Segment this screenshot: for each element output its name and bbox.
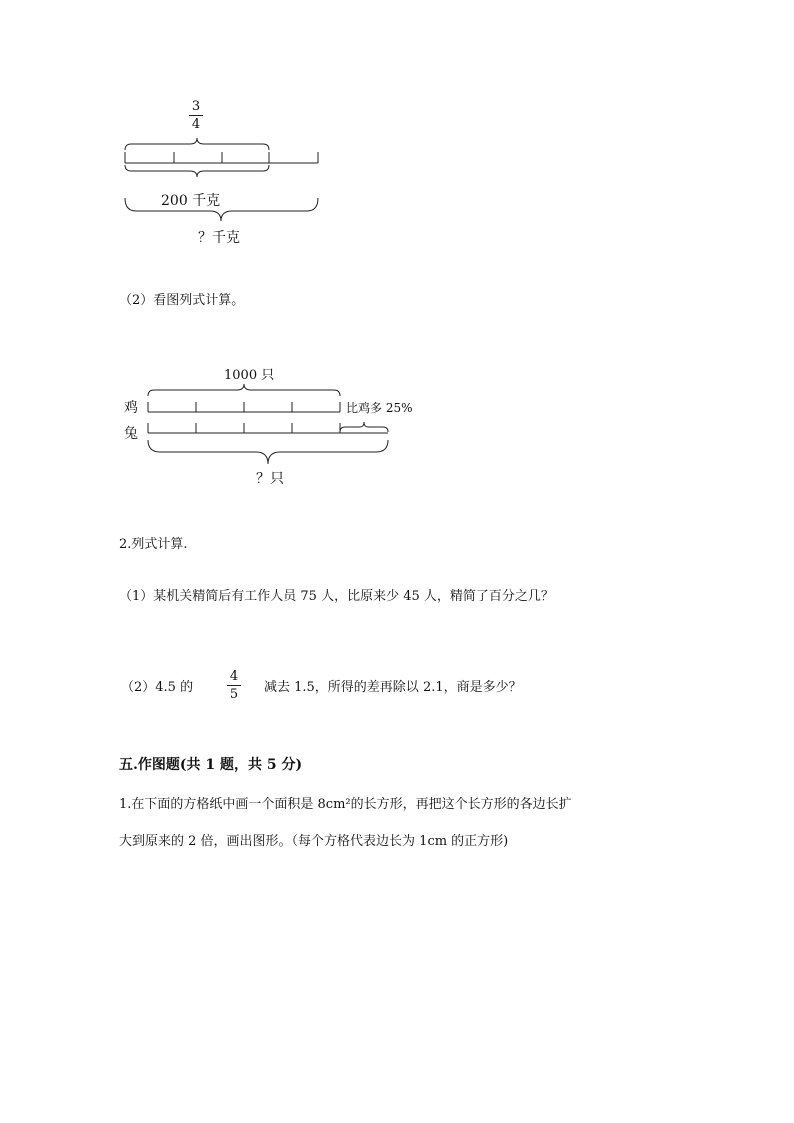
question-1-2: （2）看图列式计算。 <box>119 293 245 308</box>
diagram2-extra-label: 比鸡多 25% <box>346 401 413 415</box>
row-label-chicken: 鸡 <box>124 400 138 416</box>
diagram2-bottom-label: ？只 <box>256 471 284 487</box>
diagram1-bottom-label: 200 千克 <box>161 193 221 209</box>
section-5-question-1-line-1: 1.在下面的方格纸中画一个面积是 8cm²的长方形，再把这个长方形的各边长扩 <box>119 797 572 812</box>
fraction-numerator: 3 <box>191 99 201 114</box>
section-2-question-1: （1）某机关精简后有工作人员 75 人，比原来少 45 人，精简了百分之几？ <box>119 589 554 604</box>
section-2-question-2-prefix: （2）4.5 的 <box>121 680 194 695</box>
fraction-numerator: 4 <box>229 669 239 684</box>
fraction-denominator: 4 <box>191 117 201 132</box>
fraction-four-fifths <box>227 669 241 702</box>
fraction-bar <box>227 685 241 686</box>
fraction-denominator: 5 <box>229 687 239 702</box>
segment-diagram-2 <box>0 0 794 500</box>
row-label-rabbit: 兔 <box>124 426 138 442</box>
rabbit-bottom-brace <box>148 440 388 464</box>
section-5-title: 五.作图题(共 1 题，共 5 分) <box>119 757 303 773</box>
diagram2-top-label: 1000 只 <box>224 368 275 383</box>
diagram1-outer-label: ？千克 <box>198 230 240 246</box>
section-2-title: 2.列式计算. <box>119 537 188 552</box>
chicken-top-brace <box>148 384 340 396</box>
extra-brace <box>340 422 388 432</box>
section-2-question-2-suffix: 减去 1.5，所得的差再除以 2.1，商是多少？ <box>264 680 522 695</box>
section-5-question-1-line-2: 大到原来的 2 倍，画出图形。（每个方格代表边长为 1cm 的正方形) <box>119 834 509 849</box>
